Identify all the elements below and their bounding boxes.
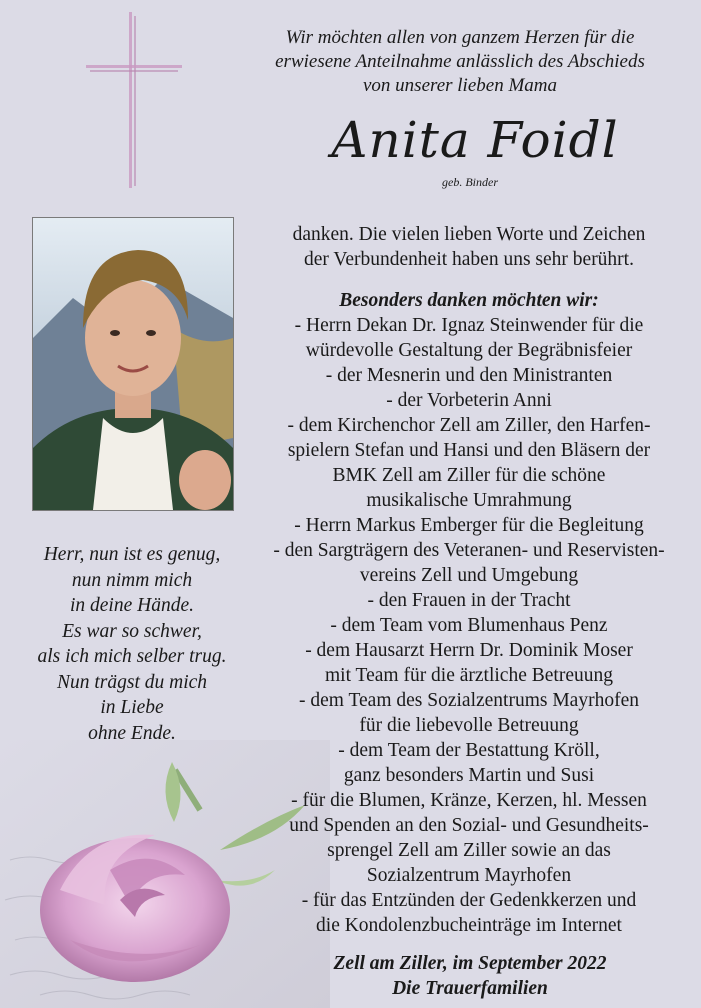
special-line: Sozialzentrum Mayrhofen (366, 865, 572, 886)
special-line: - Herrn Dekan Dr. Ignaz Steinwender für die (294, 315, 644, 336)
special-line: und Spenden an den Sozial- und Gesundheits- (289, 815, 649, 836)
deceased-name: Anita Foidl (331, 111, 619, 169)
poem-line: Herr, nun ist es genug, (43, 544, 221, 565)
special-line: - dem Kirchenchor Zell am Ziller, den Harfen- (287, 415, 651, 436)
special-line: für die liebevolle Betreuung (359, 715, 579, 736)
special-line: - den Sargträgern des Veteranen- und Reservisten- (273, 540, 665, 561)
special-line: würdevolle Gestaltung der Begräbnisfeier (305, 340, 633, 361)
special-line: mit Team für die ärztliche Betreuung (325, 665, 613, 686)
poem-line: in deine Hände. (69, 595, 194, 616)
poem-line: nun nimm mich (71, 569, 193, 591)
special-line: - der Vorbeterin Anni (386, 390, 552, 411)
special-line: spielern Stefan und Hansi und den Bläsern der (287, 440, 651, 461)
special-line: - dem Team des Sozialzentrums Mayrhofen (299, 690, 639, 711)
thanks-line: der Verbundenheit haben uns sehr berührt. (304, 249, 634, 270)
place-date: Zell am Ziller, im September 2022 (333, 953, 607, 974)
special-line: - den Frauen in der Tracht (367, 590, 571, 611)
poem-line: ohne Ende. (88, 722, 176, 744)
special-line: - dem Team vom Blumenhaus Penz (330, 615, 608, 636)
special-line: die Kondolenzbucheinträge im Internet (316, 915, 622, 936)
special-line: ganz besonders Martin und Susi (343, 765, 595, 786)
special-line: musikalische Umrahmung (366, 490, 572, 511)
intro-line: erwiesene Anteilnahme anlässlich des Abschieds (275, 51, 645, 72)
signature-block (300, 951, 640, 1001)
cross-icon (86, 12, 182, 188)
maiden-name: geb. Binder (442, 175, 498, 189)
thanks-text (246, 222, 692, 938)
signature: Die Trauerfamilien (392, 978, 548, 999)
special-line: BMK Zell am Ziller für die schöne (332, 465, 606, 486)
portrait-photo (32, 217, 234, 511)
intro-text (240, 26, 680, 98)
poem-line: als ich mich selber trug. (37, 646, 227, 667)
poem (20, 542, 244, 746)
poem-line: Nun trägst du mich (56, 671, 208, 693)
thanks-paragraph (246, 222, 692, 272)
special-line: vereins Zell und Umgebung (359, 565, 579, 586)
special-line: - dem Team der Bestattung Kröll, (338, 740, 600, 761)
special-line: - der Mesnerin und den Ministranten (325, 365, 613, 386)
special-line: - für die Blumen, Kränze, Kerzen, hl. Messen (291, 790, 647, 811)
special-line: - dem Hausarzt Herrn Dr. Dominik Moser (305, 640, 633, 661)
special-heading: Besonders danken möchten wir: (339, 290, 599, 311)
special-line: sprengel Zell am Ziller sowie an das (327, 840, 611, 861)
intro-line: Wir möchten allen von ganzem Herzen für die (285, 27, 635, 48)
special-line: - für das Entzünden der Gedenkkerzen und (301, 890, 637, 911)
poem-line: Es war so schwer, (62, 620, 202, 642)
intro-line: von unserer lieben Mama (363, 75, 557, 96)
special-line: - Herrn Markus Emberger für die Begleitung (294, 515, 644, 536)
poem-line: in Liebe (100, 697, 164, 718)
thanks-line: danken. Die vielen lieben Worte und Zeichen (292, 224, 646, 245)
